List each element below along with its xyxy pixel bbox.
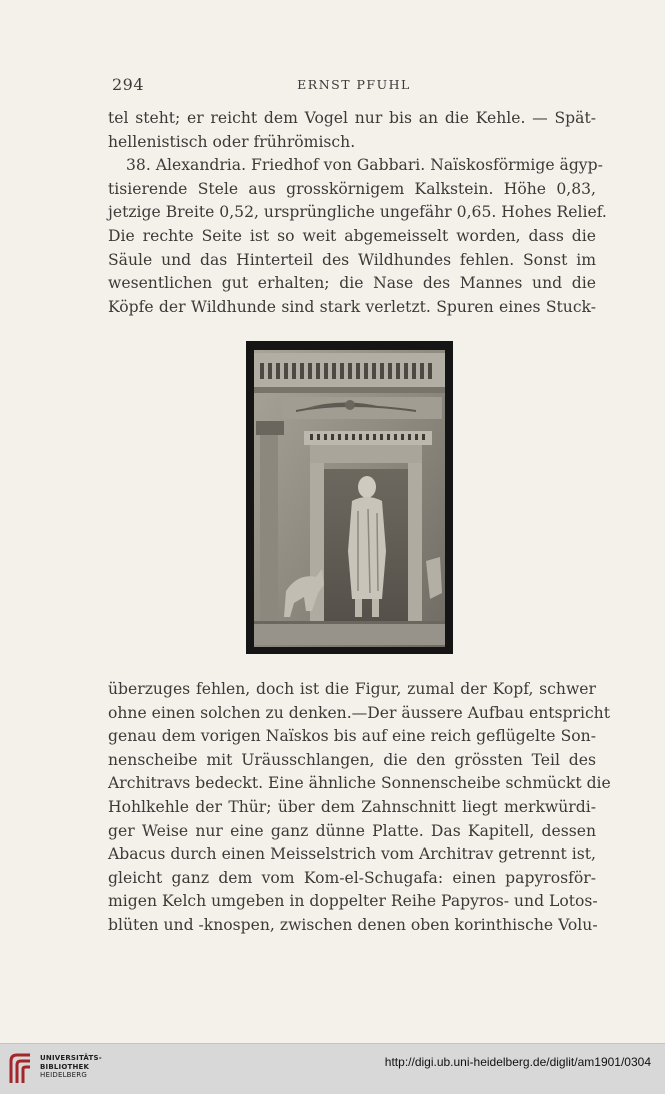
library-name-line: HEIDELBERG — [40, 1071, 87, 1079]
text-line: genau dem vorigen Naïskos bis auf eine reich geflügelte Son- — [108, 727, 596, 746]
text-block-top — [108, 107, 607, 319]
text-line: jetzige Breite 0,52, ursprüngliche ungefähr 0,65. Hohes Relief. — [108, 203, 607, 222]
text-line: tisierende Stele aus grosskörnigem Kalkstein. Höhe 0,83, — [108, 179, 596, 198]
text-line: wesentlichen gut erhalten; die Nase des Mannes und die — [108, 274, 596, 293]
text-line: blüten und -knospen, zwischen denen oben korinthische Volu- — [108, 915, 598, 934]
library-name-line: BIBLIOTHEK — [40, 1062, 90, 1071]
text-line: tel steht; er reicht dem Vogel nur bis an die Kehle. — Spät- — [108, 109, 596, 127]
text-line: Köpfe der Wildhunde sind stark verletzt. Spuren eines Stuck- — [108, 297, 596, 316]
text-line: Abacus durch einen Meisselstrich vom Architrav getrennt ist, — [108, 845, 596, 864]
text-line: Hohlkehle der Thür; über dem Zahnschnitt liegt merkwürdi- — [108, 797, 596, 816]
permalink-url[interactable]: http://digi.ub.uni-heidelberg.de/diglit/am1901/0304 — [384, 1055, 651, 1069]
text-line: ohne einen solchen zu denken.—Der äussere Aufbau entspricht — [108, 703, 610, 722]
text-line: Säule und das Hinterteil des Wildhundes fehlen. Sonst im — [108, 250, 596, 269]
text-line: hellenistisch oder frührömisch. — [108, 132, 356, 151]
text-line: 38. Alexandria. Friedhof von Gabbari. Naïskosförmige ägyp- — [126, 156, 603, 175]
viewer-footer-bar — [0, 1043, 665, 1094]
library-name-line: UNIVERSITÄTS- — [40, 1054, 102, 1062]
stele-relief-image — [246, 341, 453, 654]
stele-photograph — [246, 341, 453, 654]
text-line: nenscheibe mit Uräusschlangen, die den grössten Teil des — [108, 750, 596, 769]
text-line: Architravs bedeckt. Eine ähnliche Sonnenscheibe schmückt die — [108, 774, 611, 793]
library-name — [40, 1054, 102, 1080]
university-library-logo-icon — [8, 1053, 34, 1085]
text-line: gleicht ganz dem vom Kom-el-Schugafa: einen papyrosför- — [108, 868, 596, 887]
text-line: ger Weise nur eine ganz dünne Platte. Das Kapitell, dessen — [108, 821, 596, 840]
text-block-bottom — [108, 678, 611, 938]
running-title: ERNST PFUHL — [297, 77, 411, 92]
text-line: Die rechte Seite ist so weit abgemeisselt worden, dass die — [108, 226, 596, 245]
page-header — [112, 75, 596, 97]
page-number: 294 — [112, 75, 145, 94]
text-line: migen Kelch umgeben in doppelter Reihe Papyros- und Lotos- — [108, 892, 598, 911]
text-line: überzuges fehlen, doch ist die Figur, zumal der Kopf, schwer — [108, 680, 596, 698]
